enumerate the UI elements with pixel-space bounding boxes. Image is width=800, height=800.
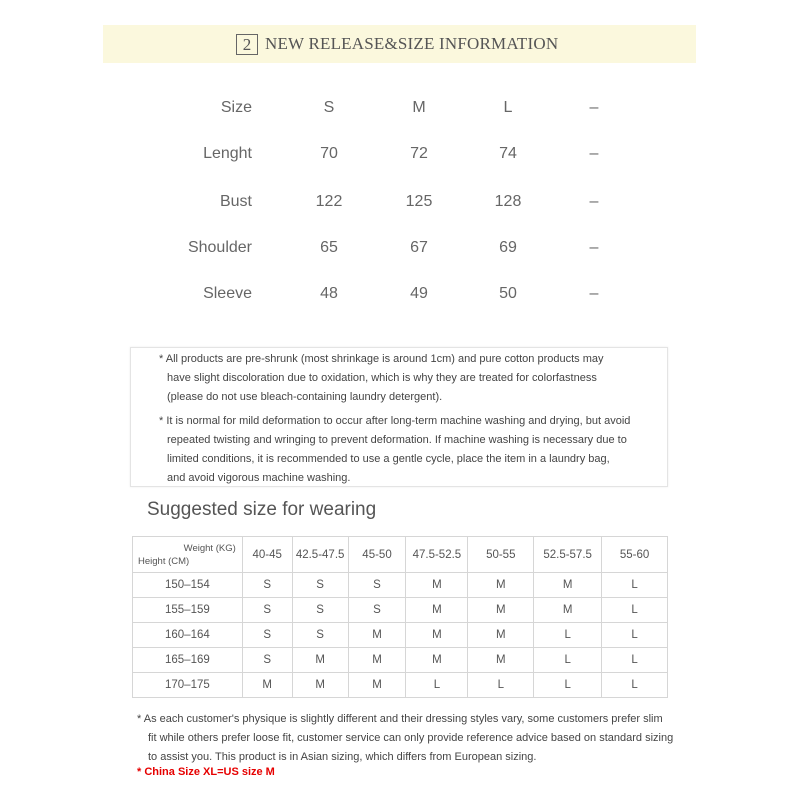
table-row [133,623,668,648]
weight-range-header: 42.5-47.5 [292,537,348,573]
size-cell: S [348,598,406,623]
table-row [133,598,668,623]
size-l-value: 128 [494,193,522,210]
row-label: Sleeve [203,285,252,302]
size-cell: L [468,673,534,698]
size-cell: S [242,623,292,648]
height-range-cell: 150–154 [133,573,243,598]
measurement-row-bust [0,190,800,214]
size-cell: S [242,573,292,598]
size-cell: M [534,573,602,598]
height-header: Height (CM) [138,556,190,567]
size-m-value: 72 [410,145,428,162]
row-label: Size [220,99,252,116]
size-l-value: L [503,99,513,116]
size-cell: S [242,648,292,673]
measurement-row-sleeve [0,282,800,306]
size-cell: L [602,648,668,673]
size-cell: L [534,673,602,698]
size-cell: M [468,648,534,673]
measurement-row-size [0,96,800,120]
row-label: Lenght [203,145,252,162]
size-cell: M [468,598,534,623]
section-title: NEW RELEASE&SIZE INFORMATION [265,34,559,53]
size-s-value: S [323,99,335,116]
size-s-value: 122 [315,193,343,210]
note-line: * As each customer's physique is slightly different and their dressing styles vary, some customers prefer slim [137,713,663,725]
size-cell: L [602,573,668,598]
measurement-row-shoulder [0,236,800,260]
note-line: fit while others prefer loose fit, customer service can only provide reference advice based on standard sizing [148,732,674,744]
table-row [133,648,668,673]
size-cell: M [406,648,468,673]
size-cell: M [534,598,602,623]
note-line: to assist you. This product is in Asian sizing, which differs from European sizing. [148,751,537,763]
size-m-value: M [412,99,426,116]
size-cell: M [406,598,468,623]
care-notes-box [130,347,668,487]
extra-value: – [589,99,599,116]
size-cell: S [292,573,348,598]
weight-range-header: 50-55 [468,537,534,573]
extra-value: – [589,239,599,256]
care-note-shrinkage [159,350,659,407]
size-cell: L [406,673,468,698]
size-cell: L [534,623,602,648]
extra-value: – [589,285,599,302]
suggested-size-table [132,536,668,698]
size-cell: S [348,573,406,598]
size-cell: M [348,623,406,648]
suggested-size-title: Suggested size for wearing [147,499,377,520]
size-m-value: 49 [410,285,428,302]
size-cell: L [534,648,602,673]
size-s-value: 48 [320,285,338,302]
care-note-washing [159,412,659,488]
note-line: repeated twisting and wringing to prevent deformation. If machine washing is necessary due to [167,434,627,446]
height-range-cell: 165–169 [133,648,243,673]
weight-range-header: 47.5-52.5 [406,537,468,573]
weight-range-header: 52.5-57.5 [534,537,602,573]
size-m-value: 67 [410,239,428,256]
table-corner-cell [133,537,243,573]
height-range-cell: 160–164 [133,623,243,648]
size-cell: L [602,598,668,623]
size-cell: M [406,623,468,648]
section-number: 2 [236,34,258,55]
size-cell: L [602,673,668,698]
table-row [133,573,668,598]
note-line: (please do not use bleach-containing laundry detergent). [167,391,443,403]
extra-value: – [589,145,599,162]
note-line: and avoid vigorous machine washing. [167,472,351,484]
size-cell: L [602,623,668,648]
weight-range-header: 40-45 [242,537,292,573]
table-row [133,673,668,698]
note-line: * It is normal for mild deformation to occur after long-term machine washing and drying, but avoid [159,415,631,427]
extra-value: – [589,193,599,210]
size-cell: M [242,673,292,698]
weight-range-header: 55-60 [602,537,668,573]
note-line: * All products are pre-shrunk (most shrinkage is around 1cm) and pure cotton products may [159,353,604,365]
row-label: Bust [219,193,252,210]
row-label: Shoulder [187,239,252,256]
size-s-value: 70 [320,145,338,162]
size-cell: S [292,598,348,623]
size-m-value: 125 [405,193,433,210]
measurement-row-length [0,142,800,166]
sizing-advice-note [137,710,697,767]
height-range-cell: 170–175 [133,673,243,698]
height-range-cell: 155–159 [133,598,243,623]
size-cell: M [406,573,468,598]
size-cell: M [468,623,534,648]
size-cell: M [468,573,534,598]
size-l-value: 74 [499,145,517,162]
size-cell: M [348,648,406,673]
note-line: have slight discoloration due to oxidation, which is why they are treated for colorfastness [167,372,597,384]
size-cell: S [292,623,348,648]
size-s-value: 65 [320,239,338,256]
size-conversion-warning: * China Size XL=US size M [137,766,275,778]
weight-header: Weight (KG) [183,543,236,554]
size-l-value: 50 [499,285,517,302]
section-header-banner [103,25,696,63]
size-l-value: 69 [499,239,517,256]
table-header-row [133,537,668,573]
size-cell: S [242,598,292,623]
weight-range-header: 45-50 [348,537,406,573]
size-cell: M [292,648,348,673]
note-line: limited conditions, it is recommended to use a gentle cycle, place the item in a laundry bag, [167,453,610,465]
size-cell: M [292,673,348,698]
size-cell: M [348,673,406,698]
